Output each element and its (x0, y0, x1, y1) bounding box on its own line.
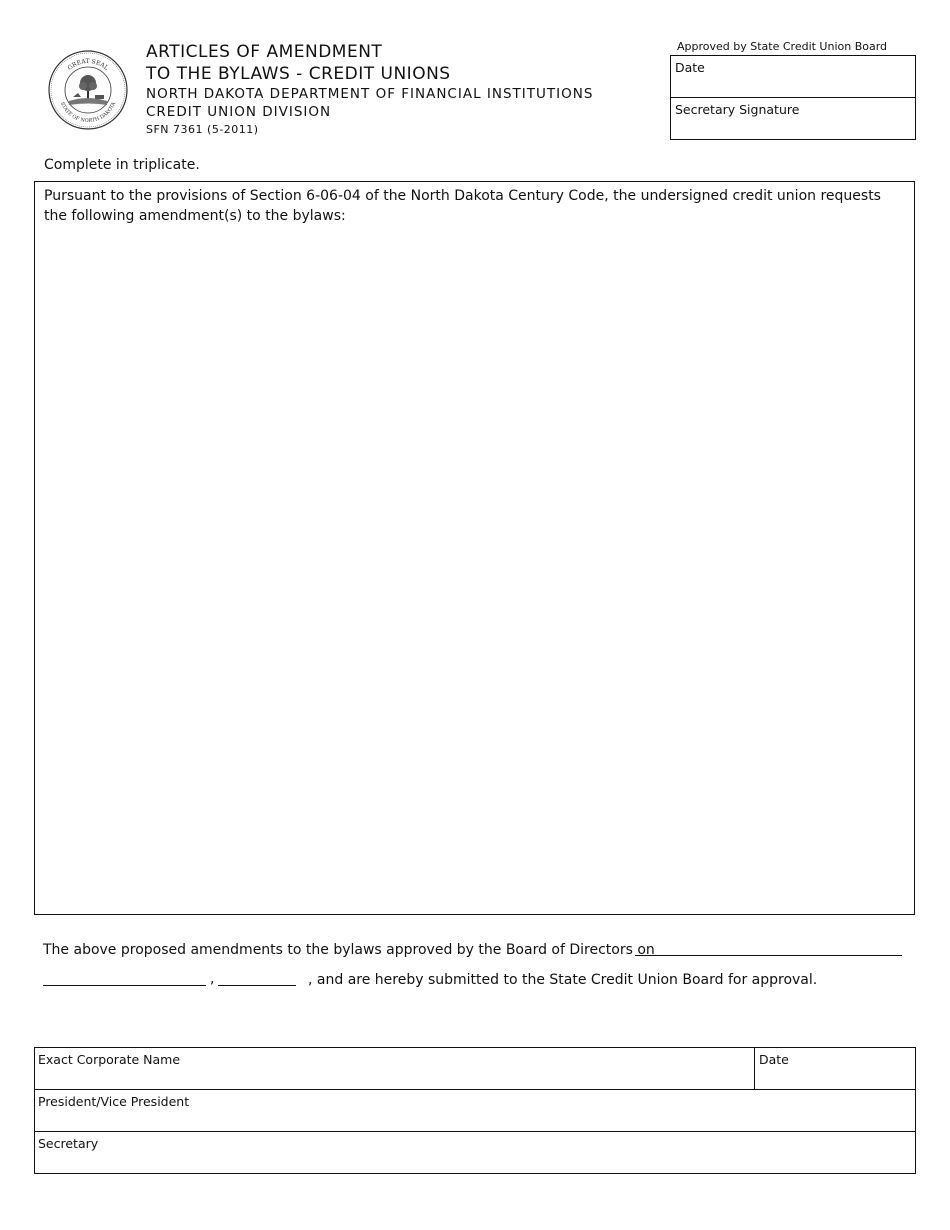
state-seal-icon (47, 49, 129, 131)
corporate-name-field[interactable] (35, 1048, 755, 1090)
form-title-line1: ARTICLES OF AMENDMENT (146, 42, 383, 62)
instruction-text: Complete in triplicate. (44, 157, 200, 173)
board-approval-sentence: The above proposed amendments to the bylaws approved by the Board of Directors on (43, 942, 655, 958)
board-approval-date-field[interactable] (635, 955, 902, 956)
form-title-line2: TO THE BYLAWS - CREDIT UNIONS (146, 64, 451, 84)
date-comma: , (210, 971, 215, 987)
signature-date-label: Date (759, 1052, 789, 1067)
approval-date-field[interactable] (671, 56, 915, 98)
amendment-text-area[interactable] (34, 181, 915, 915)
president-signature-field[interactable] (35, 1090, 915, 1132)
approval-box-label: Approved by State Credit Union Board (677, 40, 888, 53)
division-name: CREDIT UNION DIVISION (146, 104, 332, 120)
secretary-signature-field[interactable] (671, 98, 915, 139)
department-name: NORTH DAKOTA DEPARTMENT OF FINANCIAL INSTITUTIONS (146, 86, 594, 102)
signature-table (34, 1047, 916, 1174)
secretary-field[interactable] (35, 1132, 915, 1173)
corporate-name-label: Exact Corporate Name (38, 1052, 181, 1067)
seal-bottom-text: STATE OF NORTH DAKOTA (58, 101, 118, 125)
seal-top-text: GREAT SEAL (66, 57, 110, 72)
svg-text:GREAT SEAL (66, 58, 109, 72)
approval-box (670, 55, 916, 140)
amendment-intro-text: Pursuant to the provisions of Section 6-06-04 of the North Dakota Century Code, the undersigned credit union requests the following amendment(s) to the bylaws: (44, 188, 881, 224)
board-approval-month-day-field[interactable] (43, 985, 206, 986)
secretary-signature-label: Secretary Signature (675, 102, 800, 117)
president-label: President/Vice President (38, 1094, 190, 1109)
form-number: SFN 7361 (5-2011) (146, 123, 259, 136)
approval-date-label: Date (675, 60, 705, 75)
board-approval-year-field[interactable] (218, 985, 296, 986)
signature-date-field[interactable] (755, 1048, 915, 1090)
secretary-label: Secretary (38, 1136, 99, 1151)
board-submission-sentence: , and are hereby submitted to the State Credit Union Board for approval. (308, 972, 818, 988)
